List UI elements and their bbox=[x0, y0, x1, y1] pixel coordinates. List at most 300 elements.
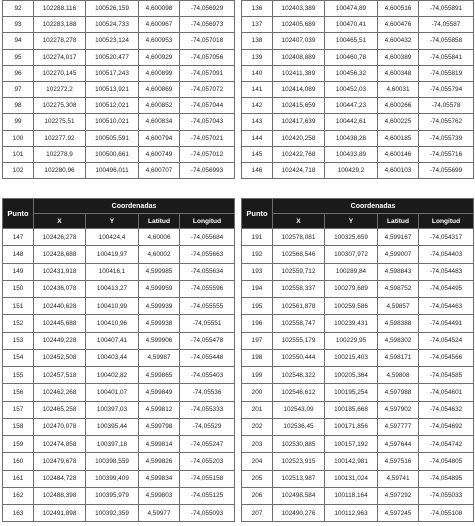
latitud-cell: 4,600834 bbox=[139, 114, 180, 130]
longitud-cell: -74,055158 bbox=[180, 470, 235, 487]
longitud-cell: -74,054742 bbox=[419, 436, 474, 453]
table-row bbox=[242, 487, 474, 504]
punto-cell: 205 bbox=[242, 470, 273, 487]
punto-cell: 204 bbox=[242, 453, 273, 470]
table-row bbox=[3, 98, 235, 114]
x-cell: 102422,768 bbox=[273, 146, 325, 162]
y-cell: 100424,4 bbox=[86, 229, 139, 246]
table-row bbox=[3, 81, 235, 97]
punto-cell: 203 bbox=[242, 436, 273, 453]
longitud-cell: -74,054566 bbox=[419, 349, 474, 366]
longitud-cell: -74,057072 bbox=[180, 81, 235, 97]
longitud-cell: -74,055333 bbox=[180, 401, 235, 418]
table-row bbox=[242, 1, 474, 17]
latitud-cell: 4,59977 bbox=[139, 505, 180, 522]
x-cell: 102530,885 bbox=[273, 436, 325, 453]
punto-cell: 155 bbox=[3, 367, 34, 384]
latitud-header: Latitud bbox=[378, 214, 419, 229]
x-cell: 102274,017 bbox=[34, 49, 86, 65]
latitud-cell: 4,59857 bbox=[378, 298, 419, 315]
latitud-cell: 4,600967 bbox=[139, 17, 180, 33]
longitud-cell: -74,054524 bbox=[419, 332, 474, 349]
y-cell: 100520,477 bbox=[86, 49, 139, 65]
longitud-cell: -74,055739 bbox=[419, 130, 474, 146]
latitud-cell: 4,600869 bbox=[139, 81, 180, 97]
x-cell: 102536,45 bbox=[273, 418, 325, 435]
punto-cell: 144 bbox=[242, 130, 273, 146]
x-cell: 102470,078 bbox=[34, 418, 86, 435]
longitud-cell: -74,055858 bbox=[419, 33, 474, 49]
table-row bbox=[3, 418, 235, 435]
latitud-cell: 4,599906 bbox=[139, 332, 180, 349]
longitud-cell: -74,056929 bbox=[180, 1, 235, 17]
punto-cell: 92 bbox=[3, 1, 34, 17]
table-row bbox=[242, 17, 474, 33]
latitud-cell: 4,59808 bbox=[378, 367, 419, 384]
longitud-cell: -74,054585 bbox=[419, 367, 474, 384]
table-row bbox=[3, 349, 235, 366]
x-cell: 102431,918 bbox=[34, 263, 86, 280]
longitud-cell: -74,054895 bbox=[419, 470, 474, 487]
latitud-cell: 4,600516 bbox=[378, 1, 419, 17]
table-row bbox=[242, 298, 474, 315]
latitud-cell: 4,600146 bbox=[378, 146, 419, 162]
y-cell: 100500,661 bbox=[86, 146, 139, 162]
latitud-cell: 4,599798 bbox=[139, 418, 180, 435]
y-cell: 100470,41 bbox=[325, 17, 378, 33]
y-cell: 100442,61 bbox=[325, 114, 378, 130]
longitud-cell: -74,055699 bbox=[419, 162, 474, 178]
y-cell: 100307,972 bbox=[325, 246, 378, 263]
y-cell: 100517,243 bbox=[86, 65, 139, 81]
latitud-cell: 4,599849 bbox=[139, 384, 180, 401]
punto-cell: 158 bbox=[3, 418, 34, 435]
latitud-cell: 4,600953 bbox=[139, 33, 180, 49]
punto-cell: 160 bbox=[3, 453, 34, 470]
y-cell: 100460,78 bbox=[325, 49, 378, 65]
latitud-cell: 4,599814 bbox=[139, 436, 180, 453]
longitud-cell: -74,057012 bbox=[180, 146, 235, 162]
table-row bbox=[3, 49, 235, 65]
coordenadas-header: Coordenadas bbox=[273, 199, 474, 214]
longitud-cell: -74,057056 bbox=[180, 49, 235, 65]
punto-cell: 199 bbox=[242, 367, 273, 384]
table-row bbox=[242, 470, 474, 487]
table-row bbox=[242, 81, 474, 97]
table-row bbox=[242, 114, 474, 130]
table-bottom-right bbox=[241, 198, 474, 522]
y-cell: 100456,32 bbox=[325, 65, 378, 81]
longitud-cell: -74,055247 bbox=[180, 436, 235, 453]
longitud-header: Longitud bbox=[180, 214, 235, 229]
x-cell: 102272,2 bbox=[34, 81, 86, 97]
longitud-cell: -74,055033 bbox=[419, 487, 474, 504]
table-row bbox=[242, 280, 474, 297]
y-cell: 100112,963 bbox=[325, 505, 378, 522]
longitud-cell: -74,057091 bbox=[180, 65, 235, 81]
x-cell: 102546,612 bbox=[273, 384, 325, 401]
punto-cell: 100 bbox=[3, 130, 34, 146]
longitud-cell: -74,055478 bbox=[180, 332, 235, 349]
latitud-cell: 4,597516 bbox=[378, 453, 419, 470]
punto-cell: 140 bbox=[242, 65, 273, 81]
y-cell: 100512,021 bbox=[86, 98, 139, 114]
punto-cell: 98 bbox=[3, 98, 34, 114]
latitud-cell: 4,597292 bbox=[378, 487, 419, 504]
punto-cell: 148 bbox=[3, 246, 34, 263]
latitud-cell: 4,600899 bbox=[139, 65, 180, 81]
longitud-cell: -74,055762 bbox=[419, 114, 474, 130]
latitud-cell: 4,597902 bbox=[378, 401, 419, 418]
x-cell: 102558,747 bbox=[273, 315, 325, 332]
latitud-cell: 4,599939 bbox=[139, 298, 180, 315]
longitud-cell: -74,055794 bbox=[419, 81, 474, 97]
table-row bbox=[242, 349, 474, 366]
table-row bbox=[3, 246, 235, 263]
punto-cell: 159 bbox=[3, 436, 34, 453]
latitud-header: Latitud bbox=[139, 214, 180, 229]
latitud-cell: 4,600103 bbox=[378, 162, 419, 178]
punto-cell: 194 bbox=[242, 280, 273, 297]
punto-cell: 163 bbox=[3, 505, 34, 522]
table-row bbox=[3, 130, 235, 146]
x-cell: 102578,081 bbox=[273, 229, 325, 246]
longitud-cell: -74,055125 bbox=[180, 487, 235, 504]
y-cell: 100118,164 bbox=[325, 487, 378, 504]
y-cell: 100195,254 bbox=[325, 384, 378, 401]
longitud-cell: -74,054491 bbox=[419, 315, 474, 332]
longitud-cell: -74,057044 bbox=[180, 98, 235, 114]
table-row bbox=[242, 98, 474, 114]
table-row bbox=[242, 246, 474, 263]
y-cell: 100171,856 bbox=[325, 418, 378, 435]
table-row bbox=[3, 315, 235, 332]
latitud-cell: 4,599167 bbox=[378, 229, 419, 246]
table-row bbox=[3, 332, 235, 349]
table-row bbox=[3, 401, 235, 418]
latitud-cell: 4,599985 bbox=[139, 263, 180, 280]
table-top-left bbox=[2, 0, 235, 179]
x-cell: 102449,228 bbox=[34, 332, 86, 349]
longitud-cell: -74,054483 bbox=[419, 263, 474, 280]
y-cell: 100142,981 bbox=[325, 453, 378, 470]
y-cell: 100395,44 bbox=[86, 418, 139, 435]
table-row bbox=[3, 436, 235, 453]
y-cell: 100419,97 bbox=[86, 246, 139, 263]
longitud-cell: -74,055634 bbox=[180, 263, 235, 280]
table-row bbox=[3, 298, 235, 315]
y-header: Y bbox=[86, 214, 139, 229]
punto-cell: 139 bbox=[242, 49, 273, 65]
table-row bbox=[3, 229, 235, 246]
longitud-cell: -74,057021 bbox=[180, 130, 235, 146]
latitud-cell: 4,598388 bbox=[378, 315, 419, 332]
punto-cell: 195 bbox=[242, 298, 273, 315]
x-cell: 102417,639 bbox=[273, 114, 325, 130]
y-cell: 100185,668 bbox=[325, 401, 378, 418]
x-cell: 102275,308 bbox=[34, 98, 86, 114]
longitud-cell: -74,055093 bbox=[180, 505, 235, 522]
x-cell: 102543,09 bbox=[273, 401, 325, 418]
y-cell: 100157,192 bbox=[325, 436, 378, 453]
x-cell: 102277,92 bbox=[34, 130, 86, 146]
longitud-cell: -74,055716 bbox=[419, 146, 474, 162]
latitud-cell: 4,600794 bbox=[139, 130, 180, 146]
punto-cell: 161 bbox=[3, 470, 34, 487]
punto-cell: 162 bbox=[3, 487, 34, 504]
x-cell: 102407,039 bbox=[273, 33, 325, 49]
longitud-cell: -74,05587 bbox=[419, 17, 474, 33]
longitud-cell: -74,055448 bbox=[180, 349, 235, 366]
x-cell: 102405,689 bbox=[273, 17, 325, 33]
table-row bbox=[3, 367, 235, 384]
punto-cell: 157 bbox=[3, 401, 34, 418]
punto-cell: 191 bbox=[242, 229, 273, 246]
y-cell: 100289,84 bbox=[325, 263, 378, 280]
y-cell: 100131,024 bbox=[325, 470, 378, 487]
table-row bbox=[242, 263, 474, 280]
punto-cell: 146 bbox=[242, 162, 273, 178]
latitud-cell: 4,597988 bbox=[378, 384, 419, 401]
longitud-cell: -74,055819 bbox=[419, 65, 474, 81]
x-header: X bbox=[34, 214, 86, 229]
longitud-cell: -74,055684 bbox=[180, 229, 235, 246]
y-cell: 100474,89 bbox=[325, 1, 378, 17]
y-cell: 100403,44 bbox=[86, 349, 139, 366]
latitud-cell: 4,600266 bbox=[378, 98, 419, 114]
x-cell: 102479,678 bbox=[34, 453, 86, 470]
longitud-cell: -74,05536 bbox=[180, 384, 235, 401]
table-row bbox=[3, 263, 235, 280]
y-cell: 100397,18 bbox=[86, 436, 139, 453]
punto-cell: 93 bbox=[3, 17, 34, 33]
y-cell: 100402,82 bbox=[86, 367, 139, 384]
table-row bbox=[242, 49, 474, 65]
longitud-cell: -74,054463 bbox=[419, 298, 474, 315]
y-cell: 100433,89 bbox=[325, 146, 378, 162]
x-cell: 102275,51 bbox=[34, 114, 86, 130]
table-row bbox=[242, 332, 474, 349]
table-row bbox=[242, 418, 474, 435]
latitud-cell: 4,60002 bbox=[139, 246, 180, 263]
latitud-cell: 4,600348 bbox=[378, 65, 419, 81]
y-cell: 100524,733 bbox=[86, 17, 139, 33]
y-cell: 100452,03 bbox=[325, 81, 378, 97]
longitud-cell: -74,055841 bbox=[419, 49, 474, 65]
table-row bbox=[242, 367, 474, 384]
x-cell: 102568,546 bbox=[273, 246, 325, 263]
table-row bbox=[242, 229, 474, 246]
longitud-header: Longitud bbox=[419, 214, 474, 229]
x-cell: 102452,508 bbox=[34, 349, 86, 366]
longitud-cell: -74,055891 bbox=[419, 1, 474, 17]
coordenadas-header: Coordenadas bbox=[34, 199, 235, 214]
x-cell: 102523,915 bbox=[273, 453, 325, 470]
y-cell: 100239,431 bbox=[325, 315, 378, 332]
table-row bbox=[242, 384, 474, 401]
longitud-cell: -74,054601 bbox=[419, 384, 474, 401]
latitud-cell: 4,598302 bbox=[378, 332, 419, 349]
table-row bbox=[242, 401, 474, 418]
x-cell: 102270,145 bbox=[34, 65, 86, 81]
y-cell: 100229,95 bbox=[325, 332, 378, 349]
longitud-cell: -74,055108 bbox=[419, 505, 474, 522]
y-cell: 100325,659 bbox=[325, 229, 378, 246]
y-cell: 100205,364 bbox=[325, 367, 378, 384]
y-cell: 100407,41 bbox=[86, 332, 139, 349]
longitud-cell: -74,055555 bbox=[180, 298, 235, 315]
punto-cell: 206 bbox=[242, 487, 273, 504]
latitud-cell: 4,599803 bbox=[139, 487, 180, 504]
longitud-cell: -74,054495 bbox=[419, 280, 474, 297]
x-cell: 102428,688 bbox=[34, 246, 86, 263]
x-cell: 102424,718 bbox=[273, 162, 325, 178]
punto-cell: 192 bbox=[242, 246, 273, 263]
punto-cell: 154 bbox=[3, 349, 34, 366]
punto-cell: 197 bbox=[242, 332, 273, 349]
x-cell: 102484,728 bbox=[34, 470, 86, 487]
longitud-cell: -74,054632 bbox=[419, 401, 474, 418]
latitud-cell: 4,599834 bbox=[139, 470, 180, 487]
punto-cell: 138 bbox=[242, 33, 273, 49]
punto-header: Punto bbox=[3, 199, 34, 229]
y-cell: 100526,159 bbox=[86, 1, 139, 17]
latitud-cell: 4,60031 bbox=[378, 81, 419, 97]
x-cell: 102465,258 bbox=[34, 401, 86, 418]
latitud-cell: 4,599938 bbox=[139, 315, 180, 332]
longitud-cell: -74,056993 bbox=[180, 162, 235, 178]
x-cell: 102408,889 bbox=[273, 49, 325, 65]
y-cell: 100523,124 bbox=[86, 33, 139, 49]
latitud-cell: 4,600476 bbox=[378, 17, 419, 33]
longitud-cell: -74,057043 bbox=[180, 114, 235, 130]
table-row bbox=[3, 17, 235, 33]
y-cell: 100496,011 bbox=[86, 162, 139, 178]
x-cell: 102420,258 bbox=[273, 130, 325, 146]
x-cell: 102426,278 bbox=[34, 229, 86, 246]
x-cell: 102278,9 bbox=[34, 146, 86, 162]
x-cell: 102548,322 bbox=[273, 367, 325, 384]
punto-cell: 207 bbox=[242, 505, 273, 522]
latitud-cell: 4,599865 bbox=[139, 367, 180, 384]
table-row bbox=[3, 162, 235, 178]
punto-cell: 141 bbox=[242, 81, 273, 97]
longitud-cell: -74,05551 bbox=[180, 315, 235, 332]
x-cell: 102488,398 bbox=[34, 487, 86, 504]
longitud-cell: -74,057018 bbox=[180, 33, 235, 49]
y-cell: 100510,021 bbox=[86, 114, 139, 130]
table-row bbox=[242, 505, 474, 522]
latitud-cell: 4,600225 bbox=[378, 114, 419, 130]
y-cell: 100397,03 bbox=[86, 401, 139, 418]
x-cell: 102513,987 bbox=[273, 470, 325, 487]
punto-cell: 151 bbox=[3, 298, 34, 315]
table-row bbox=[3, 470, 235, 487]
x-cell: 102555,179 bbox=[273, 332, 325, 349]
punto-cell: 136 bbox=[242, 1, 273, 17]
table-row bbox=[242, 436, 474, 453]
table-top-right bbox=[241, 0, 474, 179]
x-cell: 102414,089 bbox=[273, 81, 325, 97]
punto-cell: 153 bbox=[3, 332, 34, 349]
latitud-cell: 4,597245 bbox=[378, 505, 419, 522]
table-row bbox=[242, 162, 474, 178]
table-row bbox=[3, 146, 235, 162]
table-row bbox=[3, 505, 235, 522]
x-cell: 102490,276 bbox=[273, 505, 325, 522]
x-cell: 102436,078 bbox=[34, 280, 86, 297]
x-cell: 102415,659 bbox=[273, 98, 325, 114]
latitud-cell: 4,599812 bbox=[139, 401, 180, 418]
punto-cell: 152 bbox=[3, 315, 34, 332]
latitud-cell: 4,600929 bbox=[139, 49, 180, 65]
latitud-cell: 4,600852 bbox=[139, 98, 180, 114]
punto-header: Punto bbox=[242, 199, 273, 229]
table-row bbox=[242, 146, 474, 162]
table-row bbox=[3, 280, 235, 297]
punto-cell: 137 bbox=[242, 17, 273, 33]
x-cell: 102491,898 bbox=[34, 505, 86, 522]
latitud-cell: 4,600389 bbox=[378, 49, 419, 65]
punto-cell: 201 bbox=[242, 401, 273, 418]
table-row bbox=[3, 114, 235, 130]
table-row bbox=[242, 453, 474, 470]
longitud-cell: -74,055663 bbox=[180, 246, 235, 263]
longitud-cell: -74,055596 bbox=[180, 280, 235, 297]
latitud-cell: 4,60006 bbox=[139, 229, 180, 246]
punto-cell: 149 bbox=[3, 263, 34, 280]
x-cell: 102498,584 bbox=[273, 487, 325, 504]
y-cell: 100401,07 bbox=[86, 384, 139, 401]
y-cell: 100395,979 bbox=[86, 487, 139, 504]
punto-cell: 202 bbox=[242, 418, 273, 435]
y-cell: 100429,2 bbox=[325, 162, 378, 178]
longitud-cell: -74,054805 bbox=[419, 453, 474, 470]
punto-cell: 145 bbox=[242, 146, 273, 162]
latitud-cell: 4,598171 bbox=[378, 349, 419, 366]
x-cell: 102559,712 bbox=[273, 263, 325, 280]
y-cell: 100416,1 bbox=[86, 263, 139, 280]
x-cell: 102462,268 bbox=[34, 384, 86, 401]
x-cell: 102550,444 bbox=[273, 349, 325, 366]
punto-cell: 95 bbox=[3, 49, 34, 65]
longitud-cell: -74,054403 bbox=[419, 246, 474, 263]
punto-cell: 102 bbox=[3, 162, 34, 178]
punto-cell: 196 bbox=[242, 315, 273, 332]
punto-cell: 198 bbox=[242, 349, 273, 366]
latitud-cell: 4,599007 bbox=[378, 246, 419, 263]
x-cell: 102280,96 bbox=[34, 162, 86, 178]
latitud-cell: 4,597644 bbox=[378, 436, 419, 453]
punto-cell: 143 bbox=[242, 114, 273, 130]
punto-cell: 193 bbox=[242, 263, 273, 280]
latitud-cell: 4,598843 bbox=[378, 263, 419, 280]
x-cell: 102283,188 bbox=[34, 17, 86, 33]
x-cell: 102474,858 bbox=[34, 436, 86, 453]
table-row bbox=[3, 1, 235, 17]
y-header: Y bbox=[325, 214, 378, 229]
longitud-cell: -74,055403 bbox=[180, 367, 235, 384]
y-cell: 100505,591 bbox=[86, 130, 139, 146]
y-cell: 100438,28 bbox=[325, 130, 378, 146]
y-cell: 100410,96 bbox=[86, 315, 139, 332]
latitud-cell: 4,600707 bbox=[139, 162, 180, 178]
y-cell: 100410,99 bbox=[86, 298, 139, 315]
latitud-cell: 4,597777 bbox=[378, 418, 419, 435]
y-cell: 100398,559 bbox=[86, 453, 139, 470]
x-cell: 102561,878 bbox=[273, 298, 325, 315]
y-cell: 100465,51 bbox=[325, 33, 378, 49]
